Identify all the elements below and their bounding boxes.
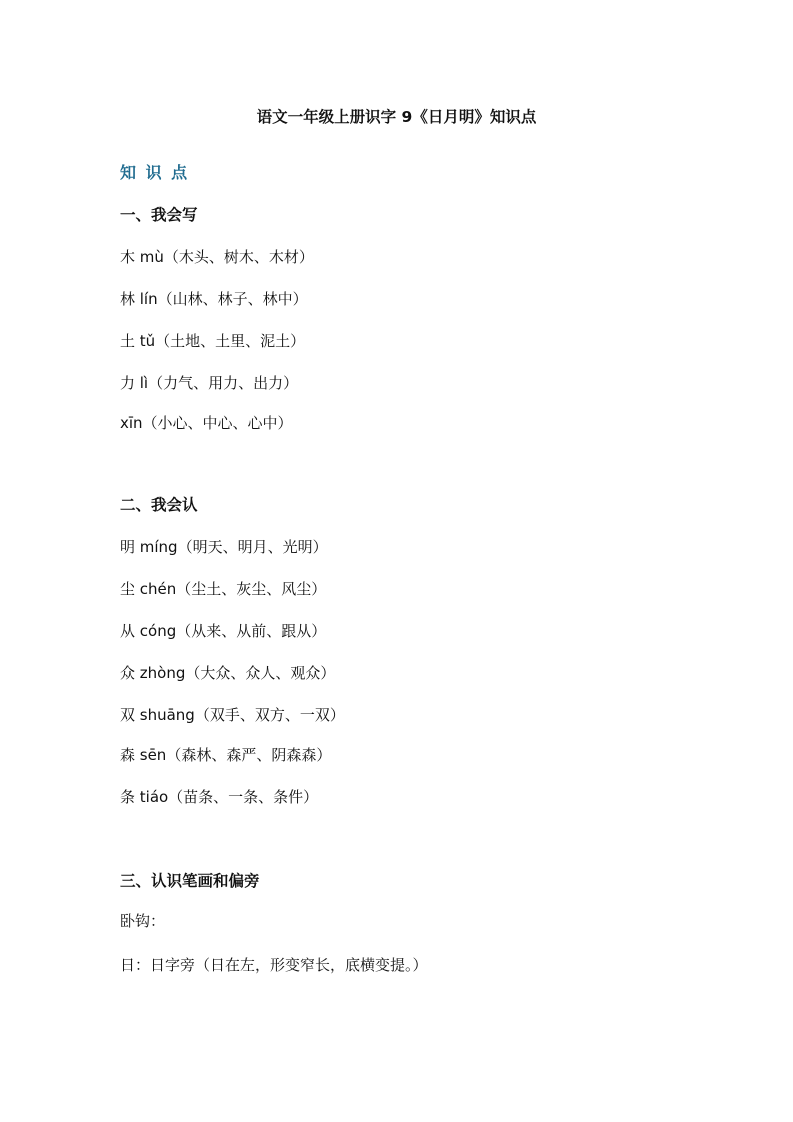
list-item: 土 tǔ（土地、土里、泥土）: [120, 332, 306, 350]
list-item: 木 mù（木头、树木、木材）: [120, 248, 314, 266]
section-heading: 一、我会写: [120, 206, 198, 224]
document-title: 语文一年级上册识字 9《日月明》知识点: [256, 108, 537, 126]
list-item: 条 tiáo（苗条、一条、条件）: [120, 788, 319, 806]
knowledge-points-heading: 知 识 点: [120, 163, 190, 182]
list-item: 森 sēn（森林、森严、阴森森）: [120, 746, 332, 764]
list-item: 从 cóng（从来、从前、跟从）: [120, 622, 327, 640]
list-item: 力 lì（力气、用力、出力）: [120, 374, 299, 392]
section-heading: 三、认识笔画和偏旁: [120, 872, 260, 890]
list-item: 日：日字旁（日在左，形变窄长，底横变提。）: [120, 956, 428, 974]
section-write: [120, 204, 720, 432]
section-strokes-radicals: [120, 870, 720, 974]
list-item: 明 míng（明天、明月、光明）: [120, 538, 328, 556]
list-item: xīn（小心、中心、心中）: [120, 414, 293, 432]
section-recognize: [120, 494, 720, 806]
list-item: 尘 chén（尘土、灰尘、风尘）: [120, 580, 327, 598]
list-item: 众 zhòng（大众、众人、观众）: [120, 664, 336, 682]
section-heading: 二、我会认: [120, 496, 198, 514]
list-item: 林 lín（山林、林子、林中）: [120, 290, 308, 308]
list-item: 双 shuāng（双手、双方、一双）: [120, 706, 345, 724]
list-item: 卧钩：: [120, 912, 166, 930]
